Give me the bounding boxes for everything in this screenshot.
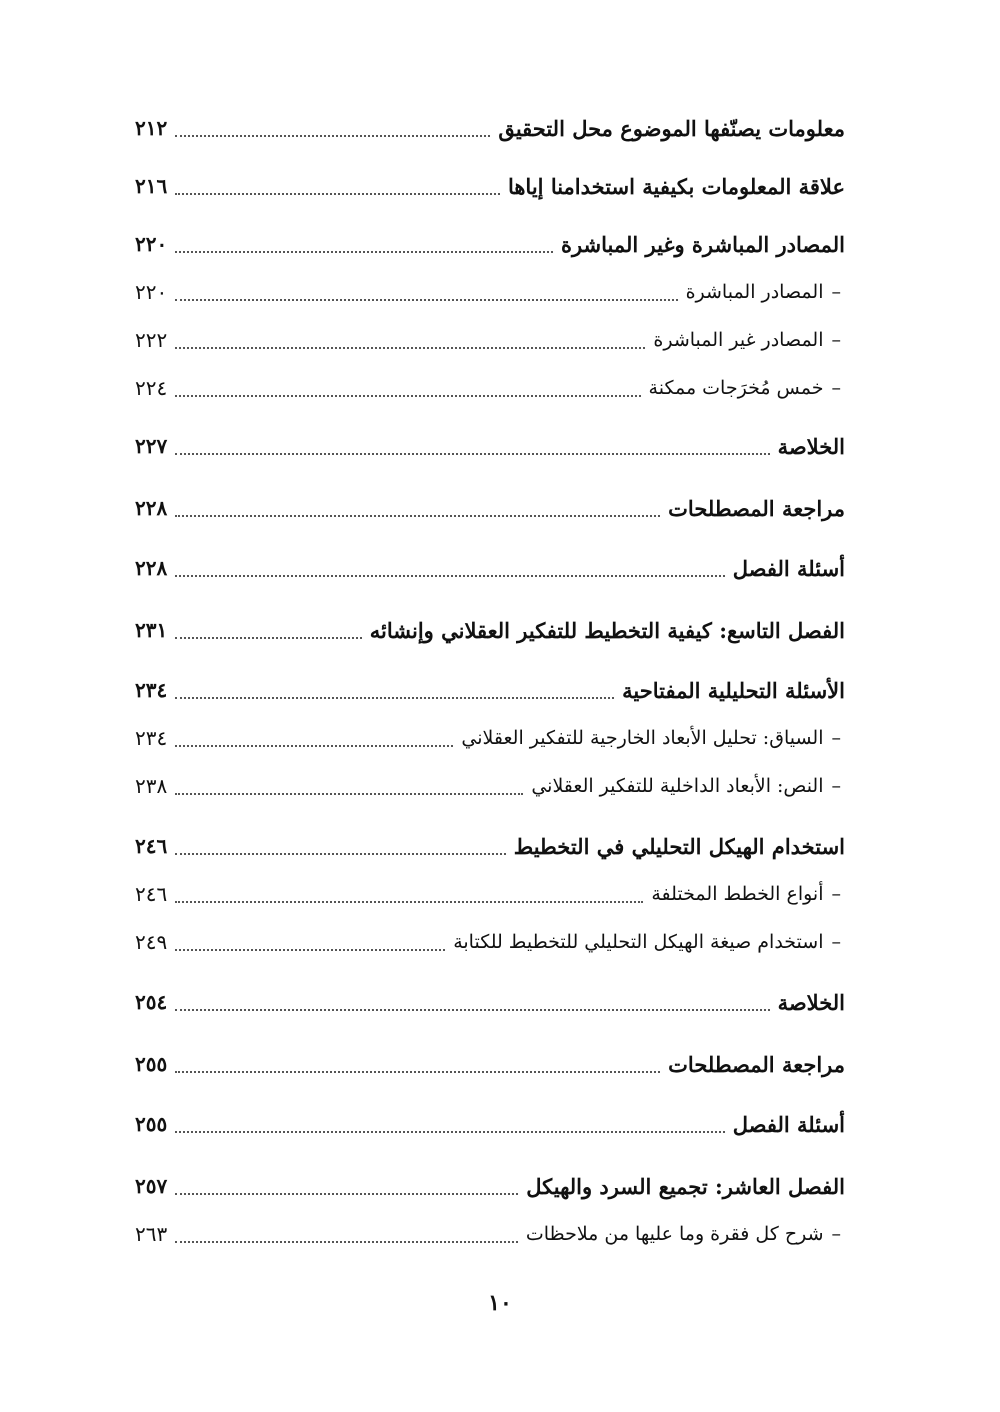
toc-entry-title: مراجعة المصطلحات [668,495,845,521]
dash-marker: – [831,329,841,351]
dash-marker: – [831,727,841,749]
toc-subentry [135,766,845,806]
toc-entry-title: علاقة المعلومات بكيفية استخدامنا إياها [507,173,845,199]
toc-entry-page: ٢٥٧ [135,1174,168,1198]
toc-entry-page: ٢٥٥ [135,1052,168,1076]
toc-entry-page: ٢٦٣ [135,1222,168,1246]
toc-entry-page: ٢٣٤ [135,726,168,750]
dot-leader [175,791,523,795]
toc-entry-page: ٢٥٥ [135,1112,168,1136]
dot-leader [175,297,677,301]
dot-leader [175,635,362,639]
toc-entry [135,1044,845,1084]
toc-entry-title: الفصل العاشر: تجميع السرد والهيكل [526,1173,845,1199]
toc-entry-title: أسئلة الفصل [732,555,845,581]
toc-entry-title: معلومات يصنّفها الموضوع محل التحقيق [498,115,845,141]
toc-entry [135,826,845,866]
toc-entry-page: ٢٢٢ [135,328,168,352]
toc-entry-title: –المصادر المباشرة [685,281,841,303]
toc-entry-page: ٢٢٤ [135,376,168,400]
dash-marker: – [831,883,841,905]
dot-leader [175,451,769,455]
dot-leader [175,573,725,577]
toc-subentry [135,1214,845,1254]
toc-entry-page: ٢٤٦ [135,882,168,906]
toc-entry-title: –خمس مُخرَجات ممكنة [648,377,841,399]
dot-leader [175,947,445,951]
toc-entry-title: الأسئلة التحليلية المفتاحية [622,677,845,703]
toc-entry [135,426,845,466]
toc-entry [135,224,845,264]
toc-entry-page: ٢٥٤ [135,990,168,1014]
toc-entry-title: مراجعة المصطلحات [668,1051,845,1077]
dot-leader [175,695,614,699]
toc-entry-title: أسئلة الفصل [732,1111,845,1137]
toc-entry-page: ٢٢٨ [135,496,168,520]
toc-entry [135,610,845,650]
toc-entry-page: ٢٣٤ [135,678,168,702]
toc-entry-page: ٢١٦ [135,174,168,198]
toc-entry [135,166,845,206]
toc-entry-title: –أنواع الخطط المختلفة [651,883,841,905]
dot-leader [175,393,640,397]
toc-subentry [135,272,845,312]
toc-entry-title: استخدام الهيكل التحليلي في التخطيط [513,833,845,859]
toc-subentry [135,874,845,914]
dash-marker: – [831,281,841,303]
toc-entry-title: الخلاصة [777,989,845,1015]
toc-entry-title: المصادر المباشرة وغير المباشرة [560,231,845,257]
dash-marker: – [831,931,841,953]
toc-entry-page: ٢٤٩ [135,930,168,954]
toc-entry-page: ٢٢٠ [135,280,168,304]
toc-entry [135,108,845,148]
toc-entry-title: –شرح كل فقرة وما عليها من ملاحظات [525,1223,841,1245]
toc-entry [135,1166,845,1206]
toc-entry-title: –استخدام صيغة الهيكل التحليلي للتخطيط للكتابة [453,931,841,953]
dot-leader [175,1069,660,1073]
toc-entry-page: ٢٤٦ [135,834,168,858]
toc-subentry [135,922,845,962]
dot-leader [175,851,506,855]
dot-leader [175,743,453,747]
toc-subentry [135,368,845,408]
toc-subentry [135,718,845,758]
dot-leader [175,513,660,517]
toc-entry [135,982,845,1022]
toc-entry-title: الخلاصة [777,433,845,459]
toc-entry-page: ٢٣٨ [135,774,168,798]
toc-entry-page: ٢٢٠ [135,232,168,256]
dot-leader [175,1129,725,1133]
dash-marker: – [831,1223,841,1245]
toc-entry-title: –المصادر غير المباشرة [653,329,841,351]
dot-leader [175,1191,518,1195]
toc-entry-title: –السياق: تحليل الأبعاد الخارجية للتفكير العقلاني [461,727,841,749]
toc-entry [135,1104,845,1144]
dot-leader [175,249,553,253]
toc-entry-title: الفصل التاسع: كيفية التخطيط للتفكير العقلاني وإنشائه [369,617,845,643]
toc-subentry [135,320,845,360]
toc-entry-page: ٢٣١ [135,618,168,642]
toc-entry-page: ٢١٢ [135,116,168,140]
toc-entry [135,670,845,710]
dash-marker: – [831,377,841,399]
dot-leader [175,345,645,349]
toc-entry-page: ٢٢٨ [135,556,168,580]
dot-leader [175,191,500,195]
dot-leader [175,899,643,903]
toc-entry [135,548,845,588]
dot-leader [175,133,490,137]
dash-marker: – [831,775,841,797]
toc-entry [135,488,845,528]
toc-entry-title: –النص: الأبعاد الداخلية للتفكير العقلاني [531,775,841,797]
dot-leader [175,1239,518,1243]
page-number: ١٠ [488,1290,512,1316]
dot-leader [175,1007,769,1011]
toc-entry-page: ٢٢٧ [135,434,168,458]
